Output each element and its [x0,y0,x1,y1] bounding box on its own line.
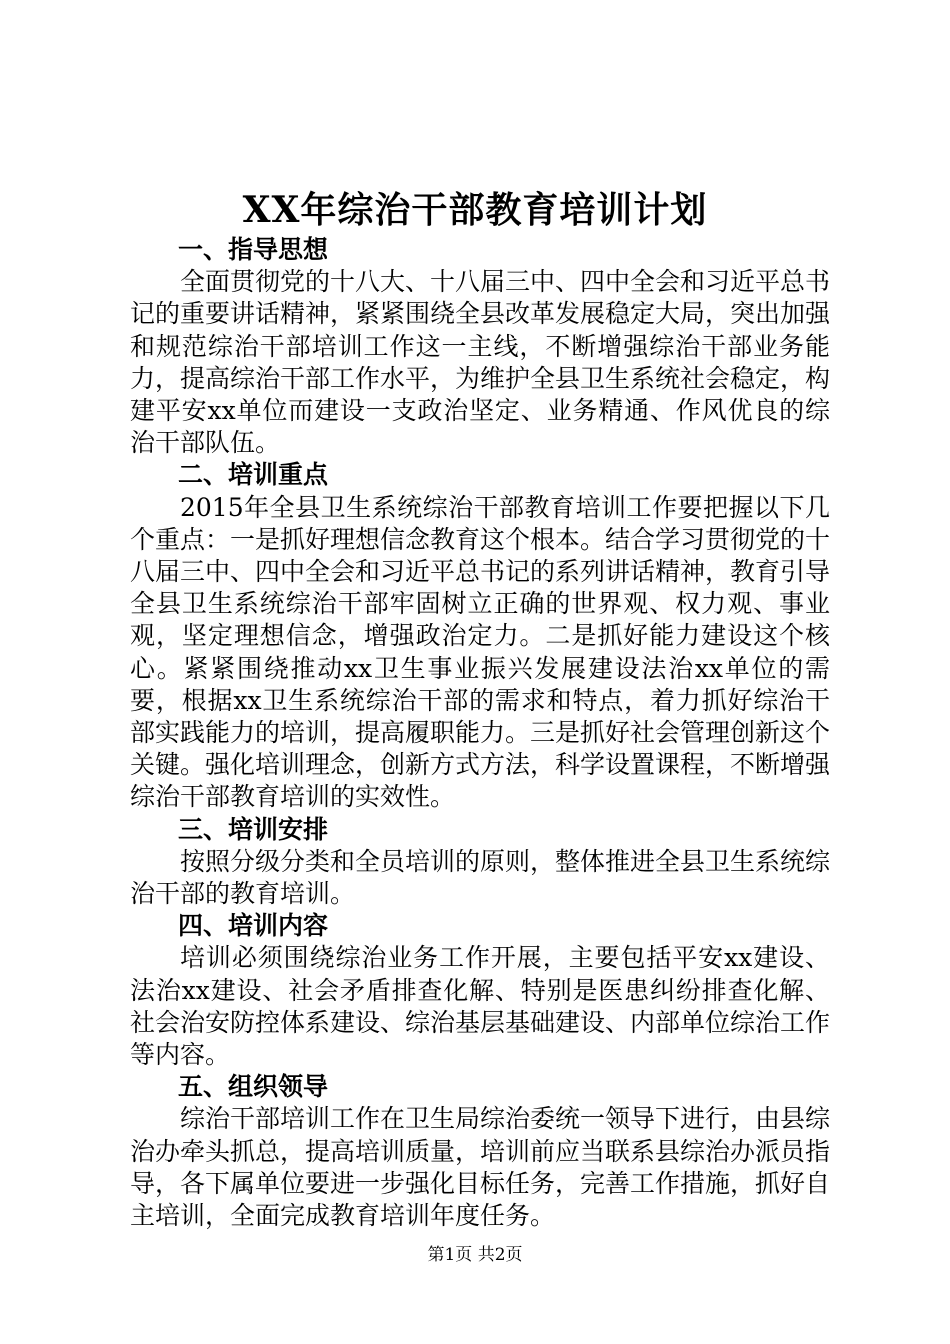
section-paragraph: 全面贯彻党的十八大、十八届三中、四中全会和习近平总书记的重要讲话精神，紧紧围绕全县改革发展稳定大局，突出加强和规范综治干部培训工作这一主线，不断增强综治干部业务能力，提高综治干部工作水平，为维护全县卫生系统社会稳定，构建平安xx单位而建设一支政治坚定、业务精通、作风优良的综治干部队伍。 [130,267,831,458]
section-heading: 四、培训内容 [178,911,329,941]
section-paragraph: 培训必须围绕综治业务工作开展，主要包括平安xx建设、法治xx建设、社会矛盾排查化解、特别是医患纠纷排查化解、社会治安防控体系建设、综治基层基础建设、内部单位综治工作等内容。 [130,943,831,1070]
section-heading: 三、培训安排 [178,814,329,844]
section-guiding-ideology [130,234,830,459]
section-organization-leadership [130,1071,830,1232]
section-training-content [130,910,830,1071]
section-paragraph: 按照分级分类和全员培训的原则，整体推进全县卫生系统综治干部的教育培训。 [130,846,831,909]
page-footer: 第1页 共2页 [427,1245,523,1265]
section-paragraph: 综治干部培训工作在卫生局综治委统一领导下进行，由县综治办牵头抓总，提高培训质量，培训前应当联系县综治办派员指导，各下属单位要进一步强化目标任务，完善工作措施，抓好自主培训，全面完成教育培训年度任务。 [130,1104,831,1231]
document-body [130,234,830,1232]
section-heading: 一、指导思想 [178,235,329,264]
section-training-focus [130,459,830,813]
section-training-arrangement [130,814,830,911]
section-heading: 五、组织领导 [178,1072,329,1102]
document-title: XX年综治干部教育培训计划 [242,189,708,231]
section-heading: 二、培训重点 [178,460,329,490]
section-paragraph: 2015年全县卫生系统综治干部教育培训工作要把握以下几个重点：一是抓好理想信念教育这个根本。结合学习贯彻党的十八届三中、四中全会和习近平总书记的系列讲话精神，教育引导全县卫生系统综治干部牢固树立正确的世界观、权力观、事业观，坚定理想信念，增强政治定力。二是抓好能力建设这个核心。紧紧围绕推动xx卫生事业振兴发展建设法治xx单位的需要，根据xx卫生系统综治干部的需求和特点，着力抓好综治干部实践能力的培训，提高履职能力。三是抓好社会管理创新这个关键。强化培训理念，创新方式方法，科学设置课程，不断增强综治干部教育培训的实效性。 [130,492,831,812]
